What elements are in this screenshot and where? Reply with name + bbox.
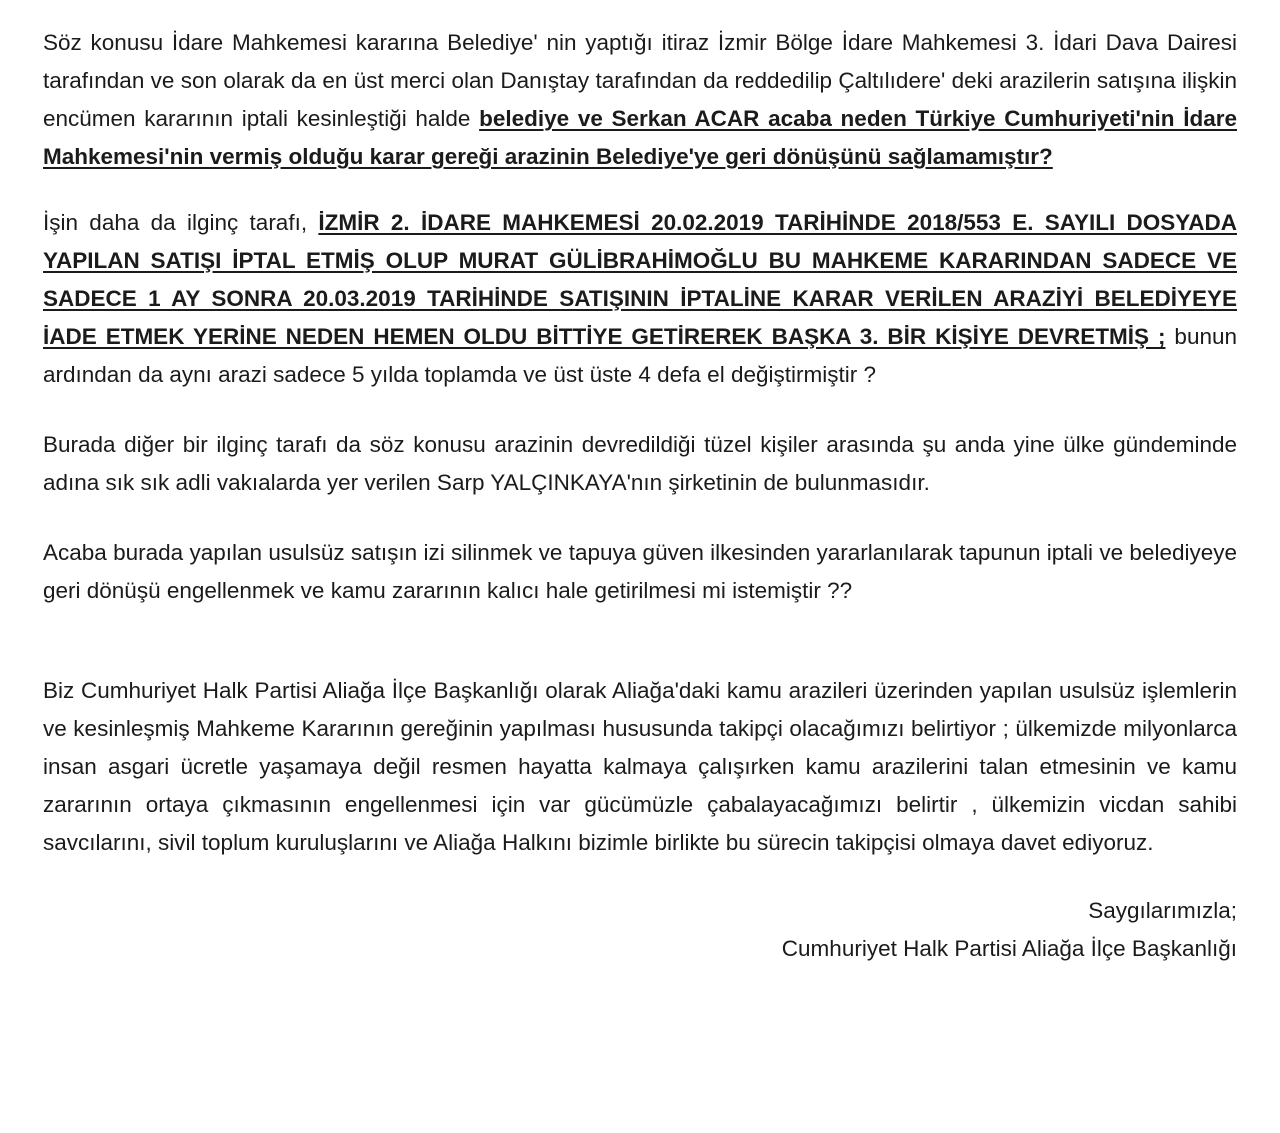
paragraph-question-title-deed xyxy=(43,534,1237,610)
paragraph-court-decision xyxy=(43,24,1237,176)
paragraph-court-decision-text: Söz konusu İdare Mahkemesi kararına Belediye' nin yaptığı itiraz İzmir Bölge İdare Mahkemesi 3. İdari Dava Dairesi tarafından ve son olarak da en üst merci olan Danıştay tarafından da reddedilip Çaltılıdere' deki arazilerin satışına ilişkin encümen kararının iptali kesinleştiği halde xyxy=(43,30,1237,131)
paragraph-question-title-deed-text: Acaba burada yapılan usulsüz satışın izi silinmek ve tapuya güven ilkesinden yararlanılarak tapunun iptali ve belediyeye geri dönüşü engellenmek ve kamu zararının kalıcı hale getirilmesi mi istemiştir ?? xyxy=(43,540,1237,603)
paragraph-party-statement-text: Biz Cumhuriyet Halk Partisi Aliağa İlçe Başkanlığı olarak Aliağa'daki kamu arazileri üzerinden yapılan usulsüz işlemlerin ve kesinleşmiş Mahkeme Kararının gereğinin yapılması hususunda takipçi olacağımızı belirtiyor ; ülkemizde milyonlarca insan asgari ücretle yaşamaya değil resmen hayatta kalmaya çalışırken kamu arazilerini talan etmesinin ve kamu zararının ortaya çıkmasının engellenmesi için var gücümüzle çabalayacağımızı belirtir , ülkemizin vicdan sahibi savcılarını, sivil toplum kuruluşlarını ve Aliağa Halkını bizimle birlikte bu sürecin takipçisi olmaya davet ediyoruz. xyxy=(43,678,1237,855)
closing-signature-line: Cumhuriyet Halk Partisi Aliağa İlçe Başkanlığı xyxy=(781,936,1237,961)
closing-block xyxy=(43,892,1237,968)
paragraph-izmir-court-case-outro: bunun ardından da aynı arazi sadece 5 yılda toplamda ve üst üste 4 defa el değiştirmiştir ? xyxy=(43,324,1238,387)
paragraph-court-decision-emphasis: belediye ve Serkan ACAR acaba neden Türkiye Cumhuriyeti'nin İdare Mahkemesi'nin vermiş olduğu karar gereği arazinin Belediye'ye geri dönüşünü sağlamamıştır? xyxy=(43,106,1238,169)
paragraph-party-statement xyxy=(43,672,1237,862)
paragraph-transferred-companies-text: Burada diğer bir ilginç tarafı da söz konusu arazinin devredildiği tüzel kişiler arasında şu anda yine ülke gündeminde adına sık sık adli vakıalarda yer verilen Sarp YALÇINKAYA'nın şirketinin de bulunmasıdır. xyxy=(43,432,1237,495)
paragraph-izmir-court-case-intro: İşin daha da ilginç tarafı, xyxy=(43,210,319,235)
paragraph-transferred-companies xyxy=(43,426,1237,502)
closing-regards-line: Saygılarımızla; xyxy=(1088,898,1237,923)
paragraph-izmir-court-case xyxy=(43,204,1237,394)
paragraph-izmir-court-case-emphasis: İZMİR 2. İDARE MAHKEMESİ 20.02.2019 TARİHİNDE 2018/553 E. SAYILI DOSYADA YAPILAN SATIŞI İPTAL ETMİŞ OLUP MURAT GÜLİBRAHİMOĞLU BU MAHKEME KARARINDAN SADECE VE SADECE 1 AY SONRA 20.03.2019 TARİHİNDE SATIŞININ İPTALİNE KARAR VERİLEN ARAZİYİ BELEDİYEYE İADE ETMEK YERİNE NEDEN HEMEN OLDU BİTTİYE GETİREREK BAŞKA 3. BİR KİŞİYE DEVRETMİŞ ; xyxy=(43,210,1237,349)
